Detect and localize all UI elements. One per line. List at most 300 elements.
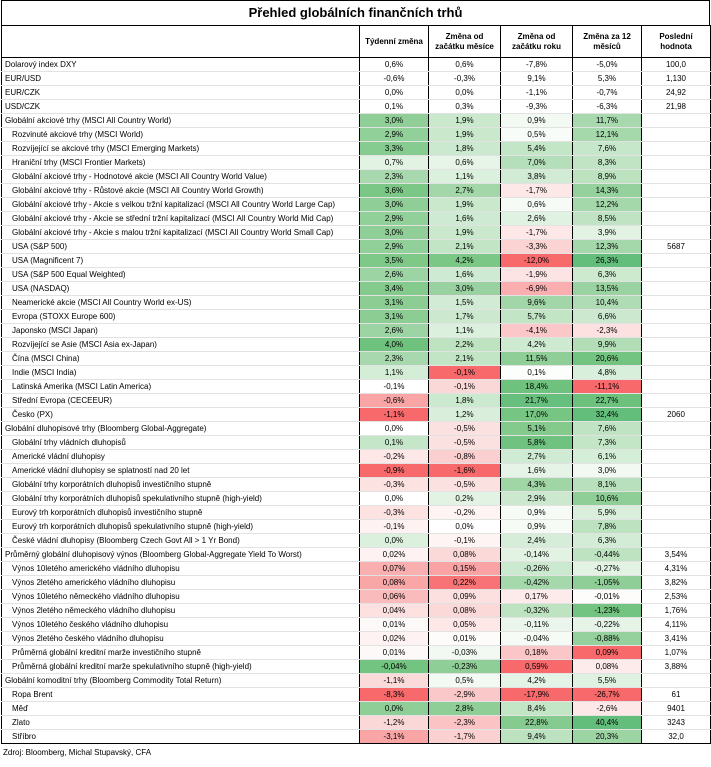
ytd-change-cell: 0,18% xyxy=(501,646,573,660)
row-label: Dolarový index DXY xyxy=(2,58,360,72)
ytd-change-cell: 0,9% xyxy=(501,520,573,534)
last-value-cell: 3,88% xyxy=(642,660,711,674)
row-label: Globální akciové trhy - Růstové akcie (MSCI All Country World Growth) xyxy=(2,184,360,198)
ytd-change-cell: 22,8% xyxy=(501,716,573,730)
last-value-cell xyxy=(642,128,711,142)
table-row xyxy=(2,674,711,688)
row-label: USA (S&P 500) xyxy=(2,240,360,254)
weekly-change-cell: 0,0% xyxy=(360,534,429,548)
last-value-cell: 1,76% xyxy=(642,604,711,618)
table-row xyxy=(2,254,711,268)
last-value-cell: 1,07% xyxy=(642,646,711,660)
table-row xyxy=(2,716,711,730)
table-row xyxy=(2,324,711,338)
12m-change-cell: -26,7% xyxy=(573,688,642,702)
ytd-change-cell: 3,8% xyxy=(501,170,573,184)
mtd-change-cell: 0,22% xyxy=(429,576,501,590)
mtd-change-cell: 1,2% xyxy=(429,408,501,422)
ytd-change-cell: 2,6% xyxy=(501,212,573,226)
header-12m-change: Změna za 12 měsíců xyxy=(573,26,642,58)
12m-change-cell: 22,7% xyxy=(573,394,642,408)
header-last-value: Poslední hodnota xyxy=(642,26,711,58)
12m-change-cell: 12,1% xyxy=(573,128,642,142)
mtd-change-cell: 1,1% xyxy=(429,324,501,338)
ytd-change-cell: -12,0% xyxy=(501,254,573,268)
weekly-change-cell: 0,0% xyxy=(360,492,429,506)
mtd-change-cell: 3,0% xyxy=(429,282,501,296)
weekly-change-cell: 2,3% xyxy=(360,352,429,366)
row-label: Zlato xyxy=(2,716,360,730)
row-label: Globální akciové trhy - Hodnotové akcie (MSCI All Country World Value) xyxy=(2,170,360,184)
ytd-change-cell: 9,4% xyxy=(501,730,573,744)
weekly-change-cell: 2,9% xyxy=(360,212,429,226)
12m-change-cell: -0,22% xyxy=(573,618,642,632)
row-label: Výnos 10letého německého vládního dluhopisu xyxy=(2,590,360,604)
mtd-change-cell: -0,1% xyxy=(429,534,501,548)
12m-change-cell: 14,3% xyxy=(573,184,642,198)
12m-change-cell: -0,7% xyxy=(573,86,642,100)
ytd-change-cell: -0,04% xyxy=(501,632,573,646)
table-row xyxy=(2,86,711,100)
row-label: Eurový trh korporátních dluhopisů spekulativního stupně (high-yield) xyxy=(2,520,360,534)
page-title: Přehled globálních finančních trhů xyxy=(1,0,710,25)
mtd-change-cell: -0,8% xyxy=(429,450,501,464)
row-label: Střední Evropa (CECEEUR) xyxy=(2,394,360,408)
12m-change-cell: 6,3% xyxy=(573,534,642,548)
weekly-change-cell: 0,6% xyxy=(360,58,429,72)
table-row xyxy=(2,562,711,576)
table-row xyxy=(2,72,711,86)
12m-change-cell: -0,44% xyxy=(573,548,642,562)
12m-change-cell: 5,3% xyxy=(573,72,642,86)
ytd-change-cell: -0,32% xyxy=(501,604,573,618)
row-label: EUR/CZK xyxy=(2,86,360,100)
weekly-change-cell: 0,0% xyxy=(360,86,429,100)
last-value-cell xyxy=(642,268,711,282)
weekly-change-cell: 3,5% xyxy=(360,254,429,268)
mtd-change-cell: 1,9% xyxy=(429,128,501,142)
last-value-cell: 3243 xyxy=(642,716,711,730)
last-value-cell xyxy=(642,310,711,324)
mtd-change-cell: 2,1% xyxy=(429,240,501,254)
weekly-change-cell: 3,3% xyxy=(360,142,429,156)
last-value-cell xyxy=(642,506,711,520)
last-value-cell xyxy=(642,282,711,296)
ytd-change-cell: -1,1% xyxy=(501,86,573,100)
weekly-change-cell: 3,0% xyxy=(360,114,429,128)
ytd-change-cell: 5,4% xyxy=(501,142,573,156)
table-row xyxy=(2,366,711,380)
mtd-change-cell: 1,9% xyxy=(429,198,501,212)
last-value-cell xyxy=(642,212,711,226)
mtd-change-cell: -0,5% xyxy=(429,478,501,492)
table-row xyxy=(2,548,711,562)
12m-change-cell: 6,6% xyxy=(573,310,642,324)
ytd-change-cell: 8,4% xyxy=(501,702,573,716)
ytd-change-cell: -0,11% xyxy=(501,618,573,632)
weekly-change-cell: 0,04% xyxy=(360,604,429,618)
mtd-change-cell: 2,2% xyxy=(429,338,501,352)
mtd-change-cell: -0,1% xyxy=(429,366,501,380)
table-row xyxy=(2,450,711,464)
mtd-change-cell: 1,6% xyxy=(429,268,501,282)
weekly-change-cell: -0,3% xyxy=(360,506,429,520)
weekly-change-cell: -1,1% xyxy=(360,674,429,688)
row-label: Latinská Amerika (MSCI Latin America) xyxy=(2,380,360,394)
table-row xyxy=(2,310,711,324)
mtd-change-cell: 0,0% xyxy=(429,86,501,100)
header-mtd-change: Změna od začátku měsíce xyxy=(429,26,501,58)
weekly-change-cell: -0,1% xyxy=(360,520,429,534)
row-label: EUR/USD xyxy=(2,72,360,86)
12m-change-cell: 7,6% xyxy=(573,142,642,156)
weekly-change-cell: 0,06% xyxy=(360,590,429,604)
mtd-change-cell: 0,2% xyxy=(429,492,501,506)
table-body xyxy=(2,58,711,744)
weekly-change-cell: 0,02% xyxy=(360,632,429,646)
12m-change-cell: 8,9% xyxy=(573,170,642,184)
row-label: Globální akciové trhy - Akcie s malou tržní kapitalizací (MSCI All Country World Small Cap) xyxy=(2,226,360,240)
ytd-change-cell: 21,7% xyxy=(501,394,573,408)
ytd-change-cell: 2,7% xyxy=(501,450,573,464)
table-row xyxy=(2,352,711,366)
weekly-change-cell: 3,0% xyxy=(360,198,429,212)
row-label: Globální akciové trhy (MSCI All Country World) xyxy=(2,114,360,128)
mtd-change-cell: 1,6% xyxy=(429,212,501,226)
table-row xyxy=(2,436,711,450)
row-label: USA (Magnificent 7) xyxy=(2,254,360,268)
last-value-cell: 3,54% xyxy=(642,548,711,562)
row-label: Průměrná globální kreditní marže investičního stupně xyxy=(2,646,360,660)
header-row xyxy=(2,26,711,58)
mtd-change-cell: 0,5% xyxy=(429,674,501,688)
12m-change-cell: 7,6% xyxy=(573,422,642,436)
table-row xyxy=(2,688,711,702)
market-overview xyxy=(1,0,710,761)
weekly-change-cell: 0,0% xyxy=(360,702,429,716)
ytd-change-cell: -3,3% xyxy=(501,240,573,254)
ytd-change-cell: 4,3% xyxy=(501,478,573,492)
table-row xyxy=(2,184,711,198)
row-label: USD/CZK xyxy=(2,100,360,114)
mtd-change-cell: -1,6% xyxy=(429,464,501,478)
last-value-cell xyxy=(642,156,711,170)
12m-change-cell: -6,3% xyxy=(573,100,642,114)
ytd-change-cell: -6,9% xyxy=(501,282,573,296)
ytd-change-cell: 9,1% xyxy=(501,72,573,86)
ytd-change-cell: -4,1% xyxy=(501,324,573,338)
header-weekly-change: Týdenní změna xyxy=(360,26,429,58)
12m-change-cell: 26,3% xyxy=(573,254,642,268)
last-value-cell xyxy=(642,422,711,436)
ytd-change-cell: 17,0% xyxy=(501,408,573,422)
weekly-change-cell: 3,1% xyxy=(360,296,429,310)
header-instrument xyxy=(2,26,360,58)
row-label: USA (S&P 500 Equal Weighted) xyxy=(2,268,360,282)
table-row xyxy=(2,590,711,604)
ytd-change-cell: 0,9% xyxy=(501,506,573,520)
weekly-change-cell: 3,0% xyxy=(360,226,429,240)
mtd-change-cell: 0,08% xyxy=(429,548,501,562)
row-label: Globální trhy vládních dluhopisů xyxy=(2,436,360,450)
12m-change-cell: 32,4% xyxy=(573,408,642,422)
ytd-change-cell: 1,6% xyxy=(501,464,573,478)
last-value-cell xyxy=(642,520,711,534)
last-value-cell xyxy=(642,324,711,338)
12m-change-cell: -0,88% xyxy=(573,632,642,646)
weekly-change-cell: -0,3% xyxy=(360,478,429,492)
last-value-cell xyxy=(642,338,711,352)
12m-change-cell: 10,6% xyxy=(573,492,642,506)
row-label: Rozvíjející se akciové trhy (MSCI Emerging Markets) xyxy=(2,142,360,156)
row-label: Rozvinuté akciové trhy (MSCI World) xyxy=(2,128,360,142)
weekly-change-cell: -3,1% xyxy=(360,730,429,744)
row-label: Eurový trh korporátních dluhopisů investičního stupně xyxy=(2,506,360,520)
mtd-change-cell: 0,01% xyxy=(429,632,501,646)
12m-change-cell: 20,6% xyxy=(573,352,642,366)
ytd-change-cell: 0,1% xyxy=(501,366,573,380)
row-label: Rozvíjející se Asie (MSCI Asia ex-Japan) xyxy=(2,338,360,352)
row-label: Globální trhy korporátních dluhopisů investičního stupně xyxy=(2,478,360,492)
table-row xyxy=(2,212,711,226)
weekly-change-cell: -8,3% xyxy=(360,688,429,702)
12m-change-cell: 0,08% xyxy=(573,660,642,674)
mtd-change-cell: 0,0% xyxy=(429,520,501,534)
12m-change-cell: 20,3% xyxy=(573,730,642,744)
row-label: Měď xyxy=(2,702,360,716)
12m-change-cell: -5,0% xyxy=(573,58,642,72)
mtd-change-cell: 0,3% xyxy=(429,100,501,114)
mtd-change-cell: 1,5% xyxy=(429,296,501,310)
weekly-change-cell: 2,9% xyxy=(360,240,429,254)
weekly-change-cell: 1,1% xyxy=(360,366,429,380)
mtd-change-cell: 0,05% xyxy=(429,618,501,632)
last-value-cell xyxy=(642,170,711,184)
mtd-change-cell: -0,23% xyxy=(429,660,501,674)
table-row xyxy=(2,730,711,744)
weekly-change-cell: 0,0% xyxy=(360,422,429,436)
table-row xyxy=(2,408,711,422)
ytd-change-cell: 0,17% xyxy=(501,590,573,604)
table-row xyxy=(2,478,711,492)
table-row xyxy=(2,534,711,548)
table-row xyxy=(2,506,711,520)
weekly-change-cell: -0,04% xyxy=(360,660,429,674)
mtd-change-cell: 1,7% xyxy=(429,310,501,324)
12m-change-cell: 5,9% xyxy=(573,506,642,520)
table-row xyxy=(2,380,711,394)
row-label: Výnos 2letého českého vládního dluhopisu xyxy=(2,632,360,646)
mtd-change-cell: 0,6% xyxy=(429,156,501,170)
row-label: Globální akciové trhy - Akcie se střední tržní kapitalizací (MSCI All Country World Mid Cap) xyxy=(2,212,360,226)
weekly-change-cell: 0,07% xyxy=(360,562,429,576)
mtd-change-cell: 1,9% xyxy=(429,226,501,240)
weekly-change-cell: 3,1% xyxy=(360,310,429,324)
last-value-cell xyxy=(642,366,711,380)
mtd-change-cell: -0,5% xyxy=(429,436,501,450)
row-label: Globální akciové trhy - Akcie s velkou tržní kapitalizací (MSCI All Country World Large Cap) xyxy=(2,198,360,212)
ytd-change-cell: 5,7% xyxy=(501,310,573,324)
weekly-change-cell: 2,9% xyxy=(360,128,429,142)
last-value-cell: 5687 xyxy=(642,240,711,254)
row-label: Výnos 10letého amerického vládního dluhopisu xyxy=(2,562,360,576)
last-value-cell: 2060 xyxy=(642,408,711,422)
ytd-change-cell: 5,8% xyxy=(501,436,573,450)
weekly-change-cell: -0,9% xyxy=(360,464,429,478)
mtd-change-cell: 2,8% xyxy=(429,702,501,716)
table-row xyxy=(2,338,711,352)
last-value-cell xyxy=(642,226,711,240)
mtd-change-cell: 0,08% xyxy=(429,604,501,618)
mtd-change-cell: -1,7% xyxy=(429,730,501,744)
weekly-change-cell: -1,1% xyxy=(360,408,429,422)
ytd-change-cell: 7,0% xyxy=(501,156,573,170)
table-row xyxy=(2,464,711,478)
12m-change-cell: 7,8% xyxy=(573,520,642,534)
ytd-change-cell: -7,8% xyxy=(501,58,573,72)
ytd-change-cell: -1,7% xyxy=(501,226,573,240)
weekly-change-cell: 2,6% xyxy=(360,324,429,338)
row-label: Ropa Brent xyxy=(2,688,360,702)
table-row xyxy=(2,142,711,156)
weekly-change-cell: 3,4% xyxy=(360,282,429,296)
last-value-cell: 3,41% xyxy=(642,632,711,646)
table-row xyxy=(2,618,711,632)
ytd-change-cell: -17,9% xyxy=(501,688,573,702)
mtd-change-cell: -2,9% xyxy=(429,688,501,702)
table-row xyxy=(2,632,711,646)
table-row xyxy=(2,492,711,506)
last-value-cell xyxy=(642,184,711,198)
ytd-change-cell: 18,4% xyxy=(501,380,573,394)
mtd-change-cell: -0,2% xyxy=(429,506,501,520)
ytd-change-cell: -0,42% xyxy=(501,576,573,590)
table-row xyxy=(2,394,711,408)
table-row xyxy=(2,646,711,660)
row-label: Výnos 2letého německého vládního dluhopisu xyxy=(2,604,360,618)
12m-change-cell: 6,3% xyxy=(573,268,642,282)
12m-change-cell: -11,1% xyxy=(573,380,642,394)
last-value-cell xyxy=(642,534,711,548)
table-row xyxy=(2,604,711,618)
ytd-change-cell: 0,9% xyxy=(501,114,573,128)
mtd-change-cell: 2,7% xyxy=(429,184,501,198)
12m-change-cell: -2,3% xyxy=(573,324,642,338)
ytd-change-cell: -1,9% xyxy=(501,268,573,282)
row-label: USA (NASDAQ) xyxy=(2,282,360,296)
weekly-change-cell: 2,3% xyxy=(360,170,429,184)
last-value-cell: 4,31% xyxy=(642,562,711,576)
last-value-cell: 32,0 xyxy=(642,730,711,744)
12m-change-cell: 8,5% xyxy=(573,212,642,226)
last-value-cell xyxy=(642,198,711,212)
table-row xyxy=(2,660,711,674)
weekly-change-cell: 0,01% xyxy=(360,618,429,632)
12m-change-cell: 7,3% xyxy=(573,436,642,450)
last-value-cell xyxy=(642,394,711,408)
weekly-change-cell: 3,6% xyxy=(360,184,429,198)
table-row xyxy=(2,240,711,254)
last-value-cell: 2,53% xyxy=(642,590,711,604)
weekly-change-cell: 0,02% xyxy=(360,548,429,562)
ytd-change-cell: 11,5% xyxy=(501,352,573,366)
last-value-cell xyxy=(642,674,711,688)
row-label: Výnos 10letého českého vládního dluhopisu xyxy=(2,618,360,632)
mtd-change-cell: 0,15% xyxy=(429,562,501,576)
mtd-change-cell: 1,1% xyxy=(429,170,501,184)
row-label: Evropa (STOXX Europe 600) xyxy=(2,310,360,324)
mtd-change-cell: 1,8% xyxy=(429,142,501,156)
12m-change-cell: 12,2% xyxy=(573,198,642,212)
12m-change-cell: -1,05% xyxy=(573,576,642,590)
weekly-change-cell: -0,1% xyxy=(360,380,429,394)
table-row xyxy=(2,296,711,310)
table-row xyxy=(2,128,711,142)
mtd-change-cell: -0,5% xyxy=(429,422,501,436)
12m-change-cell: 9,9% xyxy=(573,338,642,352)
last-value-cell xyxy=(642,492,711,506)
row-label: Globální trhy korporátních dluhopisů spekulativního stupně (high-yield) xyxy=(2,492,360,506)
12m-change-cell: -2,6% xyxy=(573,702,642,716)
mtd-change-cell: 0,6% xyxy=(429,58,501,72)
mtd-change-cell: 4,2% xyxy=(429,254,501,268)
mtd-change-cell: -0,3% xyxy=(429,72,501,86)
weekly-change-cell: 0,08% xyxy=(360,576,429,590)
12m-change-cell: -0,01% xyxy=(573,590,642,604)
ytd-change-cell: 0,5% xyxy=(501,128,573,142)
mtd-change-cell: 0,09% xyxy=(429,590,501,604)
mtd-change-cell: 1,8% xyxy=(429,394,501,408)
table-row xyxy=(2,100,711,114)
row-label: Japonsko (MSCI Japan) xyxy=(2,324,360,338)
12m-change-cell: 8,3% xyxy=(573,156,642,170)
row-label: Stříbro xyxy=(2,730,360,744)
last-value-cell: 21,98 xyxy=(642,100,711,114)
ytd-change-cell: -1,7% xyxy=(501,184,573,198)
row-label: Průměrný globální dluhopisový výnos (Bloomberg Global-Aggregate Yield To Worst) xyxy=(2,548,360,562)
weekly-change-cell: -0,2% xyxy=(360,450,429,464)
row-label: Globální komoditní trhy (Bloomberg Commodity Total Return) xyxy=(2,674,360,688)
last-value-cell xyxy=(642,254,711,268)
ytd-change-cell: -9,3% xyxy=(501,100,573,114)
12m-change-cell: 4,8% xyxy=(573,366,642,380)
table-row xyxy=(2,520,711,534)
row-label: Průměrná globální kreditní marže spekulativního stupně (high-yield) xyxy=(2,660,360,674)
12m-change-cell: 3,0% xyxy=(573,464,642,478)
ytd-change-cell: 2,9% xyxy=(501,492,573,506)
last-value-cell xyxy=(642,296,711,310)
ytd-change-cell: 0,59% xyxy=(501,660,573,674)
12m-change-cell: 3,9% xyxy=(573,226,642,240)
table-row xyxy=(2,268,711,282)
last-value-cell: 1,130 xyxy=(642,72,711,86)
12m-change-cell: 40,4% xyxy=(573,716,642,730)
12m-change-cell: 8,1% xyxy=(573,478,642,492)
last-value-cell: 9401 xyxy=(642,702,711,716)
12m-change-cell: 5,5% xyxy=(573,674,642,688)
ytd-change-cell: 0,6% xyxy=(501,198,573,212)
ytd-change-cell: 9,6% xyxy=(501,296,573,310)
last-value-cell: 100,0 xyxy=(642,58,711,72)
last-value-cell: 4,11% xyxy=(642,618,711,632)
ytd-change-cell: -0,26% xyxy=(501,562,573,576)
mtd-change-cell: 2,1% xyxy=(429,352,501,366)
last-value-cell xyxy=(642,352,711,366)
12m-change-cell: 0,09% xyxy=(573,646,642,660)
12m-change-cell: 11,7% xyxy=(573,114,642,128)
weekly-change-cell: -0,6% xyxy=(360,394,429,408)
last-value-cell xyxy=(642,436,711,450)
